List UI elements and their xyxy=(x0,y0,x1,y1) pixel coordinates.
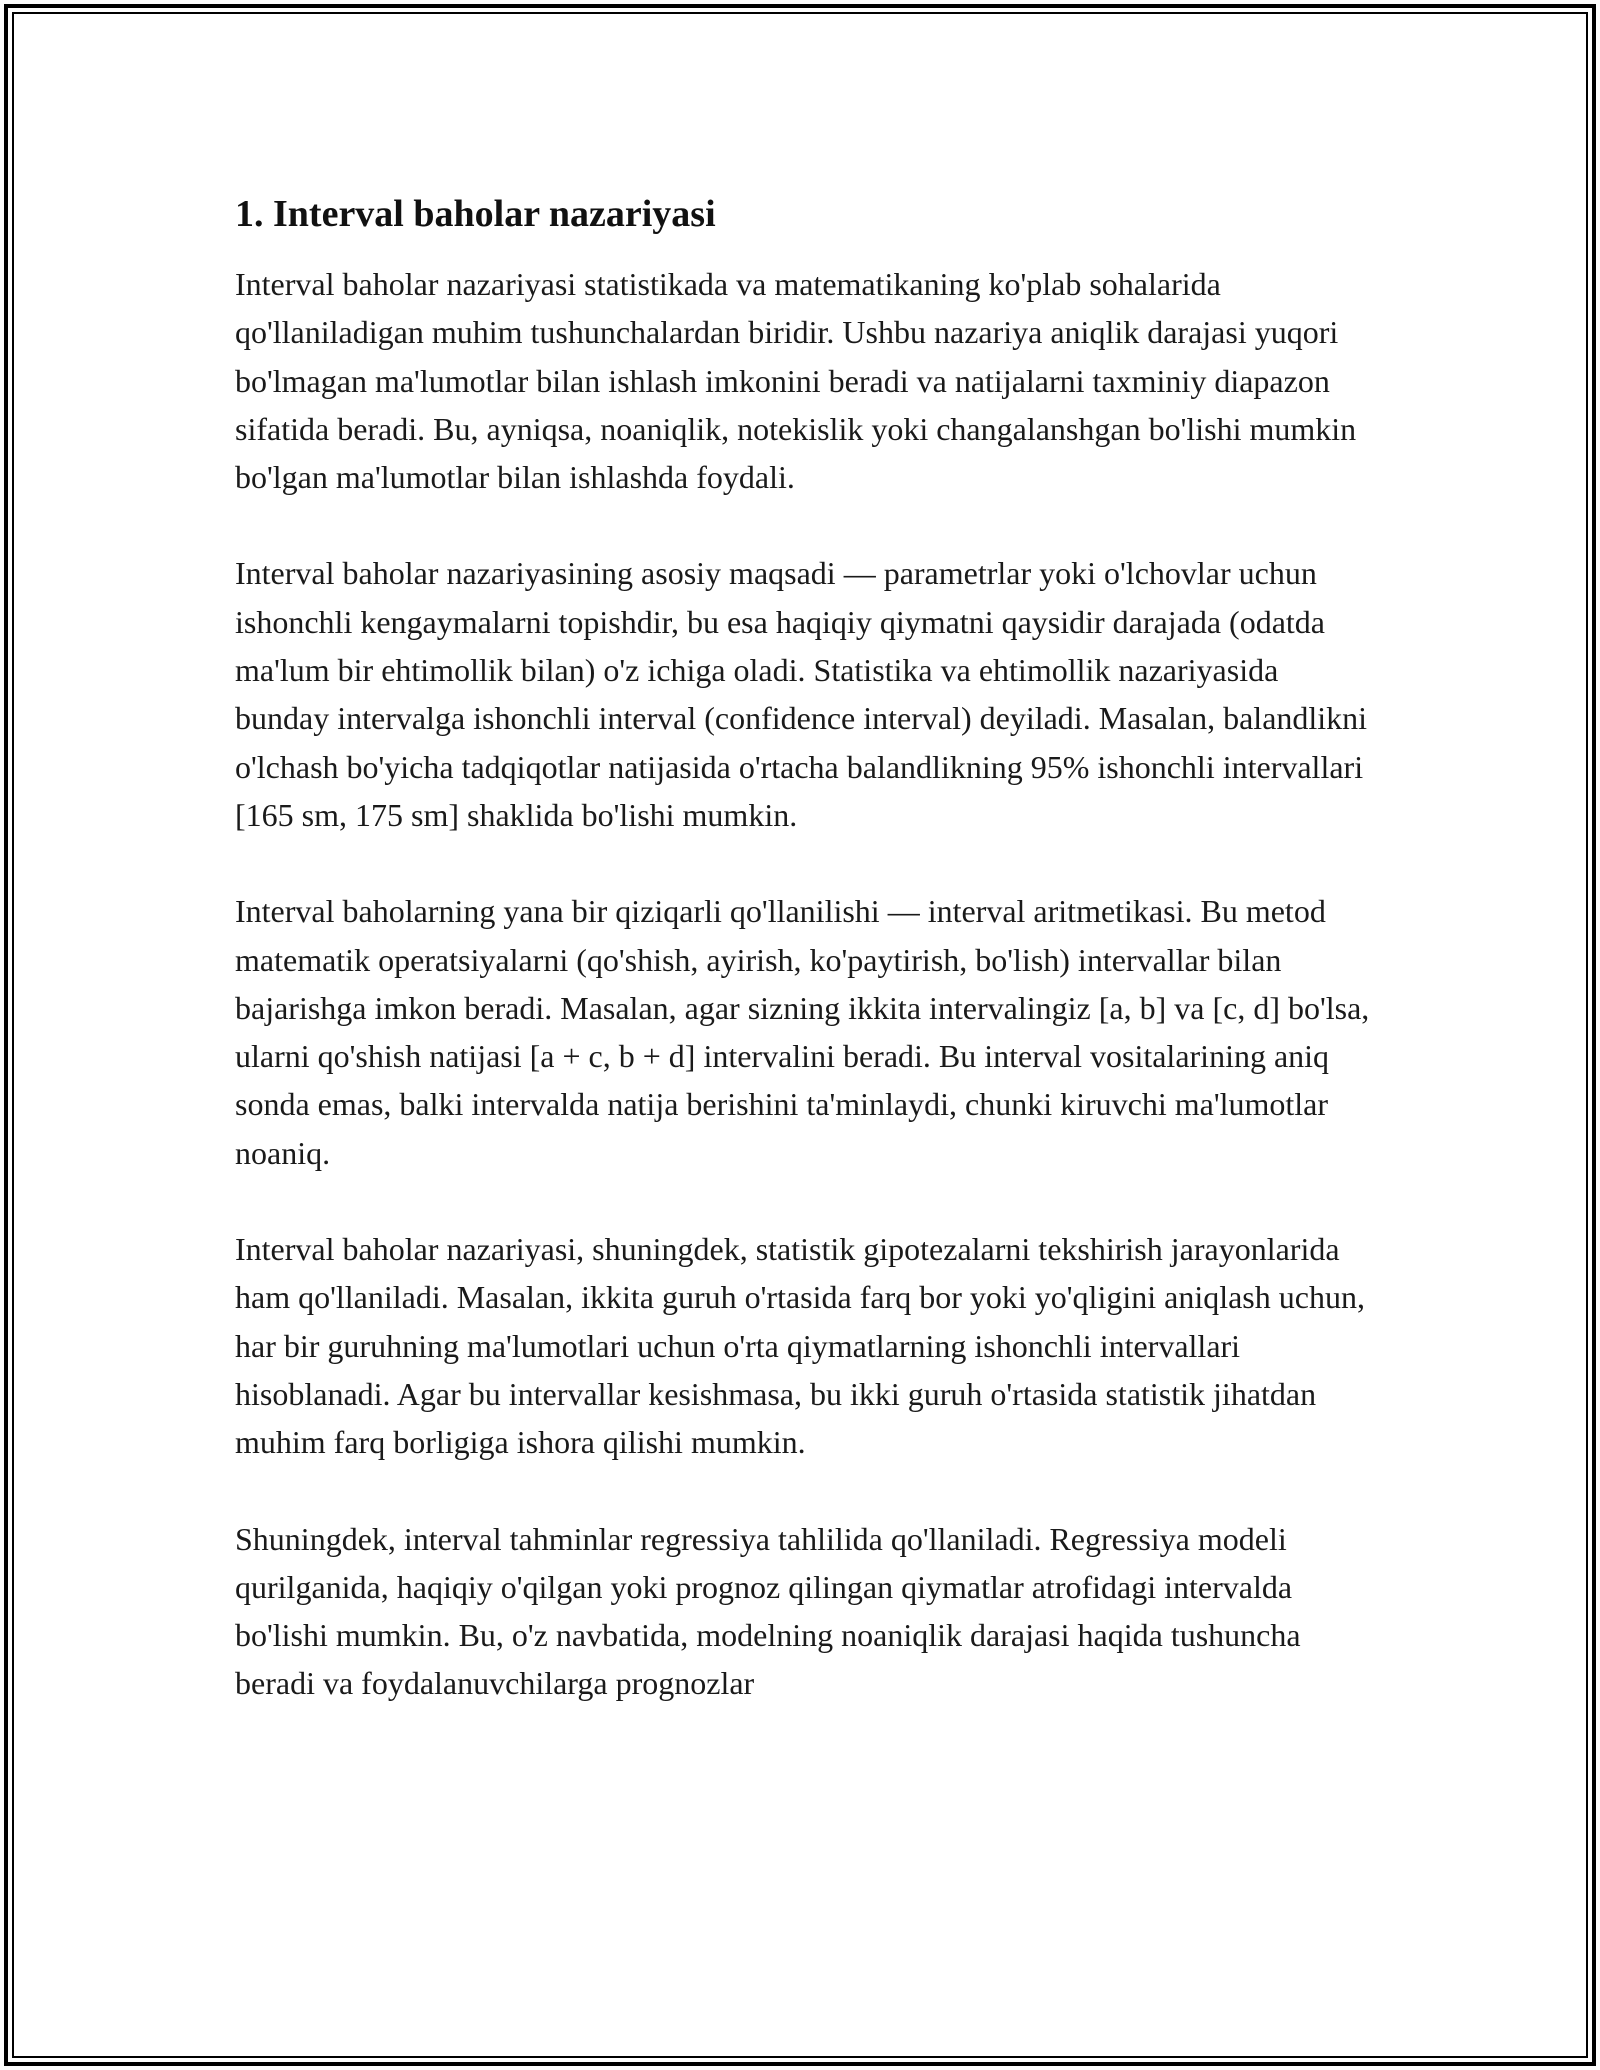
paragraph-3: Interval baholarning yana bir qiziqarli qo'llanilishi — interval aritmetikasi. Bu metod matematik operatsiyalarni (qo'shish, ayirish, ko'paytirish, bo'lish) intervallar bilan bajarishga imkon beradi. Masalan, agar sizning ikkita intervalingiz [a, b] va [c, d] bo'lsa, ularni qo'shish natijasi [a + c, b + d] intervalini beradi. Bu interval vositalarining aniq sonda emas, balki intervalda natija berishini ta'minlaydi, chunki kiruvchi ma'lumotlar noaniq. xyxy=(235,893,1370,1171)
paragraph-5: Shuningdek, interval tahminlar regressiya tahlilida qo'llaniladi. Regressiya modeli qurilganida, haqiqiy o'qilgan yoki prognoz qilingan qiymatlar atrofidagi intervalda bo'lishi mumkin. Bu, o'z navbatida, modelning noaniqlik darajasi haqida tushuncha beradi va foydalanuvchilarga prognozlar xyxy=(235,1520,1301,1702)
paragraph-1: Interval baholar nazariyasi statistikada va matematikaning ko'plab sohalarida qo'llaniladigan muhim tushunchalardan biridir. Ushbu nazariya aniqlik darajasi yuqori bo'lmagan ma'lumotlar bilan ishlash imkonini beradi va natijalarni taxminiy diapazon sifatida beradi. Bu, ayniqsa, noaniqlik, notekislik yoki changalanshgan bo'lishi mumkin bo'lgan ma'lumotlar bilan ishlashda foydali. xyxy=(235,266,1357,496)
paragraph-2: Interval baholar nazariyasining asosiy maqsadi — parametrlar yoki o'lchovlar uchun ishonchli kengaymalarni topishdir, bu esa haqiqiy qiymatni qaysidir darajada (odatda ma'lum bir ehtimollik bilan) o'z ichiga oladi. Statistika va ehtimollik nazariyasida bunday intervalga ishonchli interval (confidence interval) deyiladi. Masalan, balandlikni o'lchash bo'yicha tadqiqotlar natijasida o'rtacha balandlikning 95% ishonchli intervallari [165 sm, 175 sm] shaklida bo'lishi mumkin. xyxy=(235,555,1368,833)
page-title: 1. Interval baholar nazariyasi xyxy=(235,193,716,235)
paragraph-4: Interval baholar nazariyasi, shuningdek, statistik gipotezalarni tekshirish jarayonlarida ham qo'llaniladi. Masalan, ikkita guruh o'rtasida farq bor yoki yo'qligini aniqlash uchun, har bir guruhning ma'lumotlari uchun o'rta qiymatlarning ishonchli intervallari hisoblanadi. Agar bu intervallar kesishmasa, bu ikki guruh o'rtasida statistik jihatdan muhim farq borligiga ishora qilishi mumkin. xyxy=(235,1231,1365,1461)
document-body xyxy=(235,190,1375,1708)
